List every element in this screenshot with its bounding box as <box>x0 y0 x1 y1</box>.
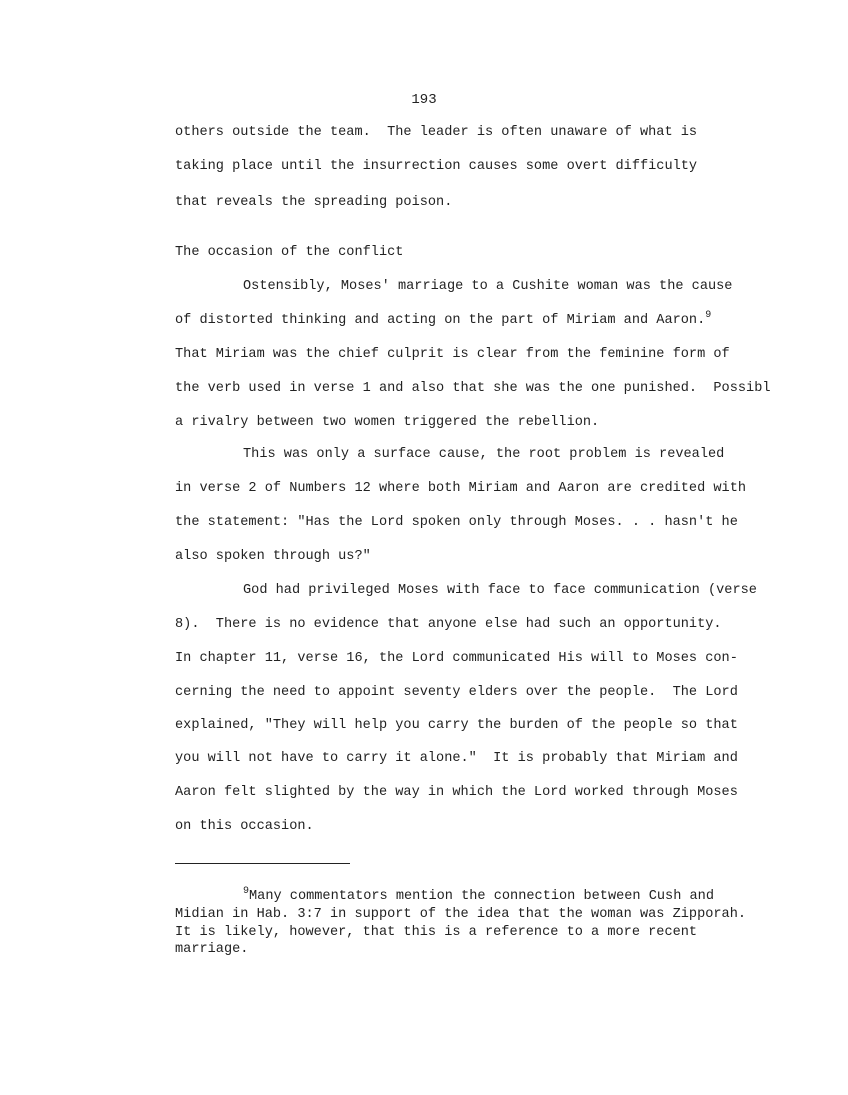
text-line: In chapter 11, verse 16, the Lord communicated His will to Moses con- <box>175 651 738 666</box>
page-number: 193 <box>411 92 437 108</box>
footnote-number: 9 <box>243 886 250 897</box>
text-line-content: of distorted thinking and acting on the part of Miriam and Aaron. <box>175 313 706 328</box>
text-line: Aaron felt slighted by the way in which the Lord worked through Moses <box>175 785 738 800</box>
text-line: cerning the need to appoint seventy elders over the people. The Lord <box>175 685 738 700</box>
section-heading: The occasion of the conflict <box>175 245 404 260</box>
text-line: you will not have to carry it alone." It is probably that Miriam and <box>175 751 738 766</box>
footnote-line: marriage. <box>175 942 249 957</box>
text-line: Ostensibly, Moses' marriage to a Cushite woman was the cause <box>243 279 733 294</box>
footnote-line: It is likely, however, that this is a reference to a more recent <box>175 925 698 940</box>
text-line: others outside the team. The leader is often unaware of what is <box>175 125 698 140</box>
footnote-line-content: Many commentators mention the connection between Cush and <box>249 889 714 904</box>
text-line: That Miriam was the chief culprit is clear from the feminine form of <box>175 347 730 362</box>
text-line: 8). There is no evidence that anyone else had such an opportunity. <box>175 617 722 632</box>
text-line: explained, "They will help you carry the burden of the people so that <box>175 718 738 733</box>
footnote-divider <box>175 863 350 864</box>
footnote-line <box>243 888 714 905</box>
text-line: taking place until the insurrection causes some overt difficulty <box>175 159 698 174</box>
text-line: the verb used in verse 1 and also that she was the one punished. Possibl <box>175 381 771 396</box>
footnote-reference: 9 <box>705 310 712 321</box>
text-line: This was only a surface cause, the root problem is revealed <box>243 447 725 462</box>
text-line: a rivalry between two women triggered the rebellion. <box>175 415 600 430</box>
text-line: the statement: "Has the Lord spoken only through Moses. . . hasn't he <box>175 515 738 530</box>
footnote-line: Midian in Hab. 3:7 in support of the idea that the woman was Zipporah. <box>175 907 747 922</box>
text-line: that reveals the spreading poison. <box>175 195 453 210</box>
text-line: in verse 2 of Numbers 12 where both Miriam and Aaron are credited with <box>175 481 747 496</box>
text-line: God had privileged Moses with face to face communication (verse <box>243 583 757 598</box>
text-line: on this occasion. <box>175 819 314 834</box>
text-line: also spoken through us?" <box>175 549 371 564</box>
text-line <box>175 312 711 330</box>
